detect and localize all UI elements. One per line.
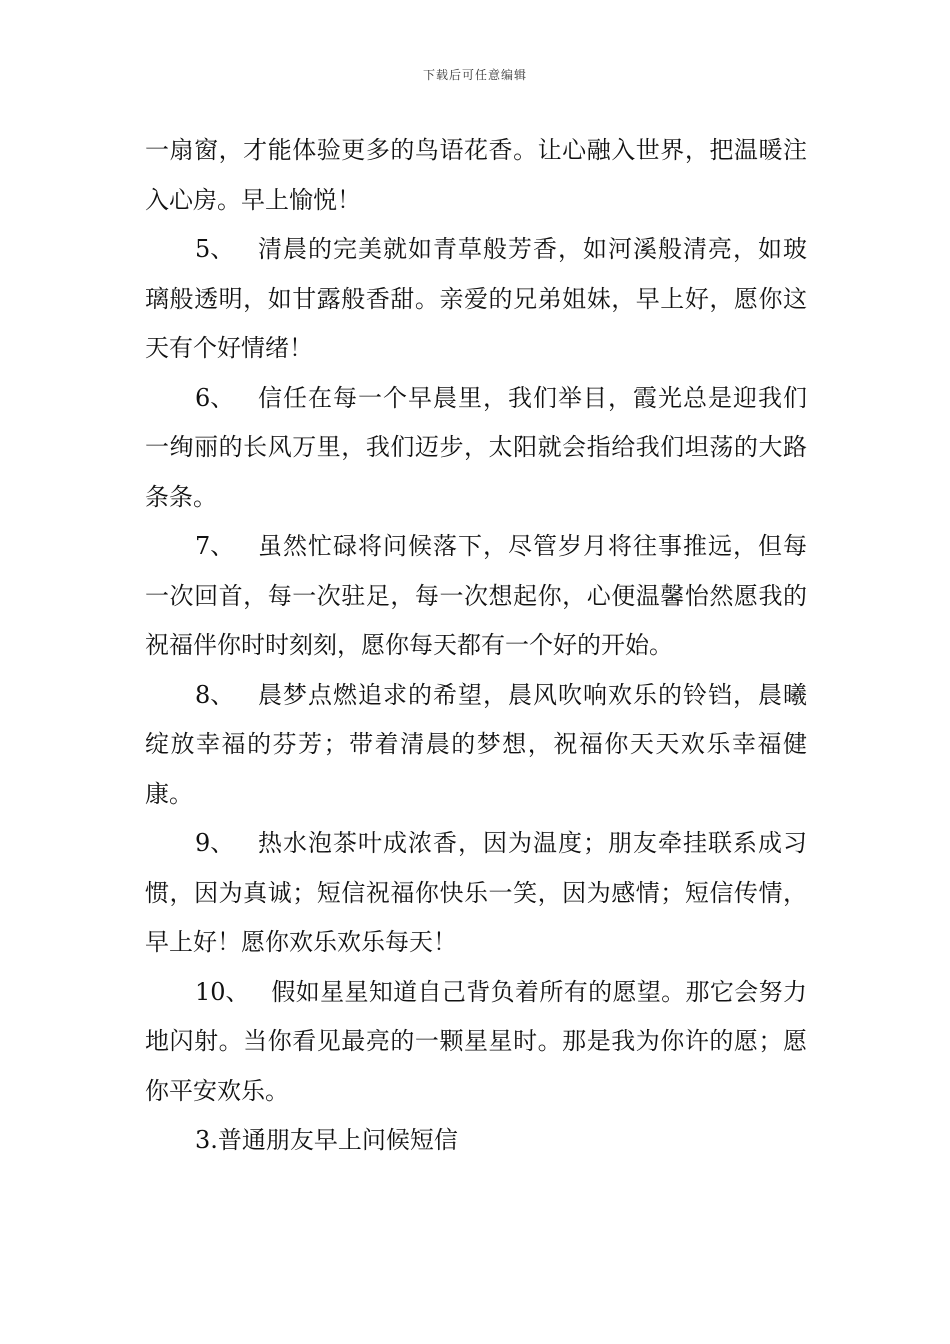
section-heading-text: 3.普通朋友早上问候短信 bbox=[195, 1126, 458, 1154]
list-item-8 bbox=[145, 671, 807, 820]
paragraph-text: 假如星星知道自己背负着所有的愿望。那它会努力地闪射。当你看见最亮的一颗星星时。那是我为你许的愿；愿你平安欢乐。 bbox=[145, 977, 807, 1105]
paragraph-text: 虽然忙碌将问候落下，尽管岁月将往事推远，但每一次回首，每一次驻足，每一次想起你，心便温馨怡然愿我的祝福伴你时时刻刻，愿你每天都有一个好的开始。 bbox=[145, 532, 807, 659]
list-item-5 bbox=[145, 225, 807, 374]
paragraph-text: 热水泡茶叶成浓香，因为温度；朋友牵挂联系成习惯，因为真诚；短信祝福你快乐一笑，因为感情；短信传情，早上好！愿你欢乐欢乐每天！ bbox=[145, 829, 807, 956]
page-header-note: 下载后可任意编辑 bbox=[422, 68, 527, 82]
document-body bbox=[145, 126, 807, 1166]
list-number: 9、 bbox=[195, 829, 235, 857]
list-item-10 bbox=[145, 968, 807, 1117]
list-number: 8、 bbox=[195, 680, 235, 709]
list-number: 6、 bbox=[195, 383, 235, 412]
list-item-6 bbox=[145, 374, 807, 523]
section-heading bbox=[145, 1116, 807, 1166]
paragraph-text: 信任在每一个早晨里，我们举目，霞光总是迎我们一绚丽的长风万里，我们迈步，太阳就会指给我们坦荡的大路条条。 bbox=[145, 383, 807, 511]
list-number: 7、 bbox=[195, 532, 235, 560]
paragraph-continuation bbox=[145, 126, 807, 225]
list-number: 5、 bbox=[195, 235, 235, 263]
paragraph-text: 晨梦点燃追求的希望，晨风吹响欢乐的铃铛，晨曦绽放幸福的芬芳；带着清晨的梦想，祝福你天天欢乐幸福健康。 bbox=[145, 680, 807, 808]
paragraph-text: 一扇窗，才能体验更多的鸟语花香。让心融入世界，把温暖注入心房。早上愉悦！ bbox=[145, 136, 807, 214]
list-item-7 bbox=[145, 522, 807, 671]
paragraph-text: 清晨的完美就如青草般芳香，如河溪般清亮，如玻璃般透明，如甘露般香甜。亲爱的兄弟姐妹，早上好，愿你这天有个好情绪！ bbox=[145, 235, 807, 362]
list-number: 10、 bbox=[195, 977, 250, 1006]
list-item-9 bbox=[145, 819, 807, 968]
